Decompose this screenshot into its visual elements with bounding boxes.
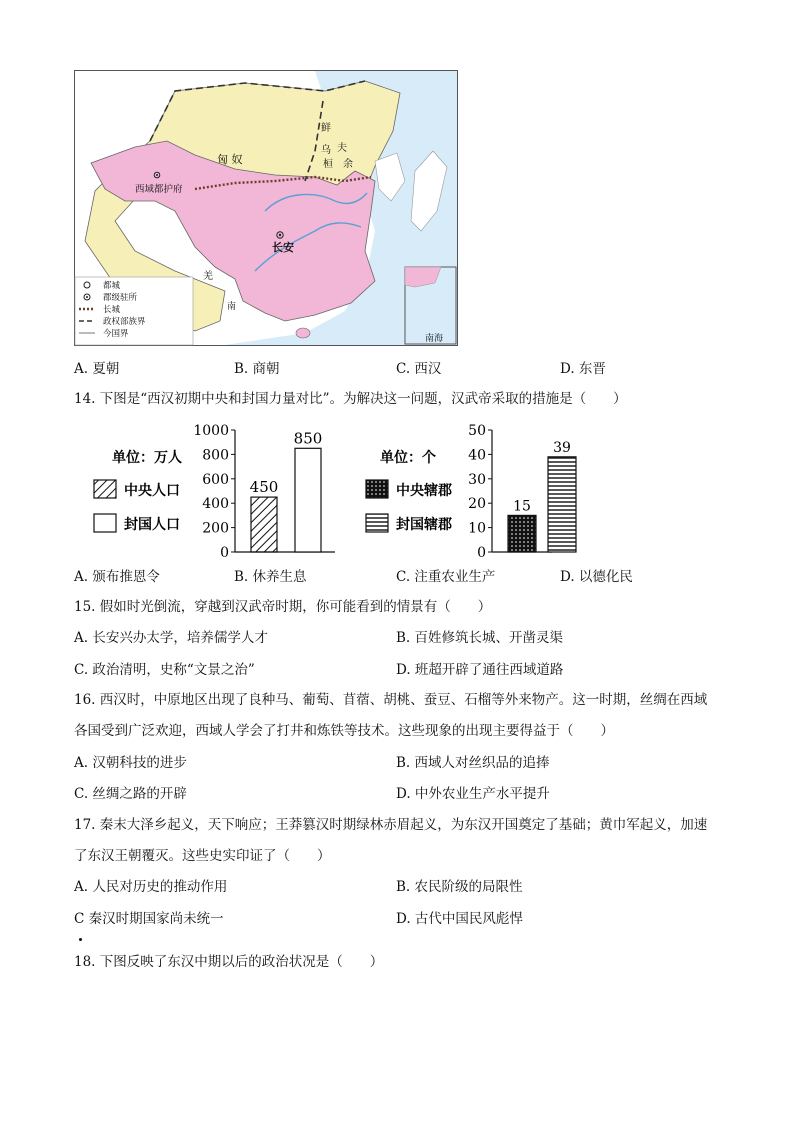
population-unit-label: 单位：万人 [112,450,182,466]
map-svg [75,71,457,345]
q13-option-a[interactable]: A. 夏朝 [74,361,120,377]
map-label-wuhuan-1: 乌 [321,145,331,156]
q16-stem-line-2: 各国受到广泛欢迎，西域人学会了打井和炼铁等技术。这些现象的出现主要得益于（ ） [74,723,614,739]
chart1-tick-label: 600 [202,471,229,488]
legend-central-pop-swatch [94,480,116,498]
map-label-inset: 南海 [425,334,444,344]
q14-option-a[interactable]: A. 颁布推恩令 [74,569,160,585]
map-label-xiongnu: 匈 奴 [217,153,243,166]
q17-option-b[interactable]: B. 农民阶级的局限性 [396,879,523,895]
map-label-fuyu-1: 夫 [337,143,347,154]
chart1-tick-label: 400 [202,496,229,513]
western-han-map [74,70,458,346]
chart2-bar-1 [508,515,536,552]
legend-fief-pop-label: 封国人口 [124,517,180,533]
chart2-tick-label: 50 [468,423,486,439]
q13-option-d[interactable]: D. 东晋 [560,361,606,377]
map-capital-dot [279,234,281,236]
legend-label-wall: 长城 [103,305,121,315]
q15-option-b[interactable]: B. 百姓修筑长城、开凿灵渠 [396,630,564,646]
legend-label-boundary: 政权部族界 [103,317,146,327]
chart2-data-label-1: 15 [513,498,531,515]
q15-option-c[interactable]: C. 政治清明，史称“文景之治” [74,662,255,678]
population-chart-svg [90,420,340,560]
map-label-qiang: 羌 [203,271,213,282]
q16-option-d[interactable]: D. 中外农业生产水平提升 [396,786,550,802]
q15-stem: 15. 假如时光倒流，穿越到汉武帝时期，你可能看到的情景有（ ） [74,599,492,615]
legend-fief-pop-swatch [94,514,116,532]
chart2-tick-label: 30 [468,471,486,488]
chart1-tick-label: 0 [220,545,229,561]
chart1-tick-label: 800 [202,447,229,464]
map-label-xianbei: 鲜 [321,123,331,134]
legend-fief-pref-swatch [366,514,388,532]
legend-central-pref-label: 中央辖郡 [396,483,452,499]
chart2-tick-label: 0 [477,545,486,561]
map-label-fuyu-2: 余 [343,159,353,170]
q16-option-a[interactable]: A. 汉朝科技的进步 [74,755,187,771]
legend-fief-pref-label: 封国辖郡 [396,517,452,533]
chart2-tick-label: 10 [468,520,486,537]
map-label-xiyu: 西域都护府 [135,184,183,195]
q15-option-d[interactable]: D. 班超开辟了通往西域道路 [396,662,564,678]
legend-prefecture-dot [86,296,88,298]
q16-option-b[interactable]: B. 西域人对丝织品的追捧 [396,755,550,771]
legend-central-pop-label: 中央人口 [124,483,180,499]
q14-option-b[interactable]: B. 休养生息 [234,569,307,585]
q16-stem-line-1: 16. 西汉时，中原地区出现了良种马、葡萄、苜蓿、胡桃、蚕豆、石榴等外来物产。这一时期，丝绸在西域 [74,692,708,708]
legend-label-prefecture: 郡级驻所 [103,293,138,303]
map-label-south: 南 [227,302,237,312]
chart1-tick-label: 200 [202,520,229,537]
q17-stem-line-2: 了东汉王朝覆灭。这些史实印证了（ ） [74,848,331,864]
population-chart [90,420,340,560]
q14-option-d[interactable]: D. 以德化民 [560,569,633,585]
q17-option-a[interactable]: A. 人民对历史的推动作用 [74,879,228,895]
q14-stem: 14. 下图是“西汉初期中央和封国力量对比”。为解决这一问题，汉武帝采取的措施是（ ） [74,391,627,407]
map-hainan [296,328,310,338]
chart2-data-label-2: 39 [553,439,571,456]
q17-stem-line-1: 17. 秦末大泽乡起义，天下响应；王莽篡汉时期绿林赤眉起义，为东汉开国奠定了基础；黄巾军起义，加速 [74,817,708,833]
chart1-bar-2 [295,448,321,552]
prefecture-chart [362,420,571,561]
q16-option-c[interactable]: C. 丝绸之路的开辟 [74,786,187,802]
map-label-changan: 长安 [272,241,294,254]
chart1-tick-label: 1000 [193,423,229,439]
chart1-data-label-2: 850 [293,429,323,448]
legend-central-pref-swatch [366,480,388,498]
q15-option-a[interactable]: A. 长安兴办太学，培养儒学人才 [74,630,268,646]
stray-dot [79,938,82,941]
chart1-data-label-1: 450 [249,478,279,497]
q17-option-c[interactable]: C 秦汉时期国家尚未统一 [74,911,224,927]
chart1-bar-1 [251,497,277,552]
map-legend-box [75,277,193,345]
map-label-wuhuan-2: 桓 [323,159,333,170]
q18-stem: 18. 下图反映了东汉中期以后的政治状况是（ ） [74,954,384,970]
q13-option-c[interactable]: C. 西汉 [396,361,442,377]
chart2-tick-label: 40 [468,447,486,464]
prefecture-unit-label: 单位：个 [380,450,436,466]
legend-label-capital: 都城 [103,281,121,291]
map-xiyu-dot [156,174,158,176]
q13-option-b[interactable]: B. 商朝 [234,361,280,377]
q14-option-c[interactable]: C. 注重农业生产 [396,569,496,585]
q17-option-d[interactable]: D. 古代中国民风彪悍 [396,911,523,927]
chart2-tick-label: 20 [468,496,486,513]
legend-label-border: 今国界 [103,329,129,339]
prefecture-chart-svg [362,420,571,561]
chart2-bar-2 [548,457,576,552]
